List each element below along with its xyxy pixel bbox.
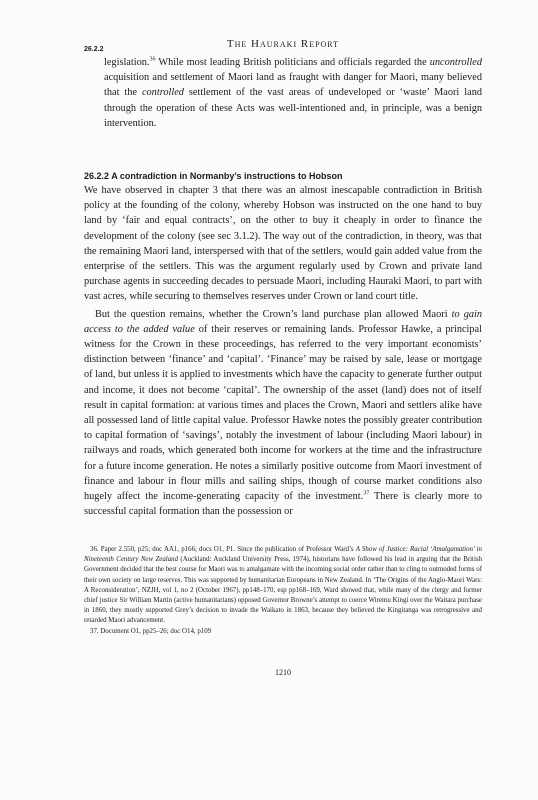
text-run: settlement of the vast areas of undeveloped or ‘waste’ Maori land through the operation of these Acts was well-intentioned and, in principle, was a benign intervention. xyxy=(104,87,482,129)
section-heading: 26.2.2 A contradiction in Normanby’s instructions to Hobson xyxy=(84,171,343,181)
text-run: (Auckland: Auckland University Press, 1974), historians have followed his lead in arguing that the British Government decided that the best course for Maori was to amalgamate with the incoming social order rather than to cling to outmoded forms of their own society on large reserves. This was supported by humanitarian Europeans in New Zealand. In ‘The Origins of the Anglo-Maori Wars: A Reconsideration’, NZJH, vol 1, no 2 (October 1967), pp148–170, esp pp168–169, Ward showed that, while many of the clergy and former chief justice Sir William Martin (active humanitarians) opposed Governor Browne’s attempt to coerce Wiremu Kingi over the Waitara purchase in 1860, they mostly supported Grey’s decision to invade the Waikato in 1863, because they believed the Kingitanga was retrogressive and retarded Maori advancement. xyxy=(84,556,482,625)
text-run: There is clearly more to successful capital formation than the possession or xyxy=(84,491,482,518)
section-number: 26.2.2 xyxy=(84,46,104,53)
text-run: of their reserves or remaining lands. Professor Hawke, a principal witness for the Crown in these proceedings, has referred to the very important economists’ distinction between ‘finance’ and ‘capital’. ‘Finance’ may be raised by sale, lease or mortgage of land, but unless it is applied to investments which have the capacity to generate further output and income, it does not become ‘capital’. The ownership of the asset (land) does not of itself result in capital formation: at various times and places the Crown, Maori and settlers alike have all possessed land of little capital value. Professor Hawke notes the possibly greater contribution to capital formation of ‘savings’, notably the investment of labour (including Maori labour) in railways and roads, which generated both income for workers at the time and the infrastructure for a future income generation. He notes a similarly positive outcome from Maori investment of finance and labour in flour mills and sailing ships, though of course market conditions also hugely affect the income-generating capacity of the investment. xyxy=(84,323,482,503)
italic-text: to gain access to the added value xyxy=(84,308,483,335)
footnote xyxy=(84,627,482,637)
text-run: 37. Document O1, pp25–26; doc O14, p109 xyxy=(90,627,212,635)
running-title: The Hauraki Report xyxy=(226,38,340,50)
italic-text: uncontrolled xyxy=(429,57,482,68)
page-number: 1210 xyxy=(275,668,291,677)
text-run: While most leading British politicians and officials regarded the xyxy=(155,57,430,68)
text-run: 36. Paper 2.550, p25; doc AA1, p166; docs O1, P1. Since the publication of Professor Ward’s xyxy=(90,546,356,553)
body-text xyxy=(84,183,482,519)
continuation-paragraph xyxy=(104,55,482,131)
italic-text: controlled xyxy=(141,87,184,99)
paragraph xyxy=(84,183,482,305)
footnote xyxy=(84,545,482,627)
footnotes xyxy=(84,545,482,637)
footnote-marker: 37 xyxy=(363,490,370,497)
text-run: acquisition and settlement of Maori land as fraught with danger for Maori, many believed that the xyxy=(104,72,482,99)
text-run: legislation. xyxy=(104,57,150,68)
paragraph xyxy=(84,307,482,520)
text-run: We have observed in chapter 3 that there was an almost inescapable contradiction in British policy at the founding of the colony, whereby Hobson was instructed on the one hand to buy land by ‘fair and equal contracts’, on the other to buy it cheaply in order to finance the development of the colony (see sec 3.1.2). The way out of the contradiction, in theory, was that the remaining Maori land, interspersed with that of the settlers, would gain added value from the enterprise of the settlers. This was the argument regularly used by Crown and private land purchase agents in succeeding decades to persuade Maori, including Hauraki Maori, to part with vast acres, while securing to themselves reserves under Crown or land court title. xyxy=(84,185,482,303)
text-run: But the question remains, whether the Crown’s land purchase plan allowed Maori xyxy=(95,308,452,320)
italic-text: A Show of Justice: Racial ‘Amalgamation’ in Nineteenth Century New Zealand xyxy=(84,546,482,564)
footnote-marker: 36 xyxy=(149,56,156,63)
